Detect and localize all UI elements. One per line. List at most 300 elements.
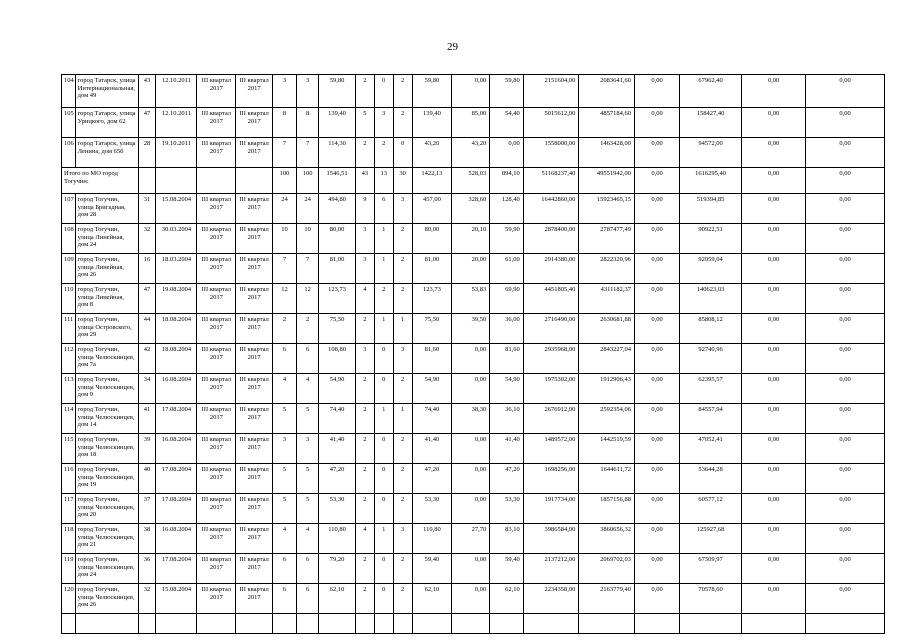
row-area-municipal: 47,20	[490, 464, 524, 494]
row-date: 16.08.2004	[156, 524, 197, 554]
row-year: 44	[138, 314, 156, 344]
row-date: 19.10.2011	[156, 138, 197, 168]
row-area-municipal: 53,30	[490, 494, 524, 524]
row-cost-extra: 0,00	[742, 314, 806, 344]
row-relocation-area: 110,80	[412, 524, 452, 554]
row-cost-regional: 0,00	[635, 404, 680, 434]
total-c7: 100	[272, 168, 296, 194]
table-row	[62, 404, 885, 434]
row-area-private: 0,00	[452, 584, 490, 614]
total-c15: 894,10	[490, 168, 524, 194]
row-cost-total: 2676912,00	[523, 404, 579, 434]
row-area: 108,80	[319, 344, 356, 374]
row-cost-local: 62395,57	[680, 374, 742, 404]
row-cost-local: 519394,85	[680, 194, 742, 224]
row-year: 16	[138, 254, 156, 284]
row-area-private: 20,00	[452, 254, 490, 284]
row-relocation-area: 74,40	[412, 404, 452, 434]
row-plan-end: III квартал 2017	[236, 554, 273, 584]
table-row	[62, 344, 885, 374]
row-cost-extra: 0,00	[742, 494, 806, 524]
row-residents-relocated: 10	[297, 224, 319, 254]
row-cost-local: 90922,51	[680, 224, 742, 254]
row-cost-fund: 15923465,15	[579, 194, 635, 224]
row-address: город Татарск, улица Ленина, дом 65б	[75, 138, 138, 168]
row-area-private: 53,83	[452, 284, 490, 314]
row-cost-local: 94572,00	[680, 138, 742, 168]
row-cost-total: 1489572,00	[523, 434, 579, 464]
row-plan-start: III квартал 2017	[197, 524, 236, 554]
row-number: 114	[62, 404, 76, 434]
row-cost-extra: 0,00	[742, 108, 806, 138]
empty-cell	[412, 614, 452, 634]
row-number: 108	[62, 224, 76, 254]
row-cost-fund: 1857156,88	[579, 494, 635, 524]
row-cost-other: 0,00	[806, 138, 885, 168]
row-number: 115	[62, 434, 76, 464]
row-cost-local: 85808,12	[680, 314, 742, 344]
row-plan-start: III квартал 2017	[197, 138, 236, 168]
row-area-private: 20,10	[452, 224, 490, 254]
row-year: 42	[138, 344, 156, 374]
row-cost-regional: 0,00	[635, 464, 680, 494]
row-rooms-total: 2	[355, 314, 374, 344]
row-relocation-area: 43,20	[412, 138, 452, 168]
row-rooms-municipal: 2	[393, 584, 412, 614]
row-date: 16.08.2004	[156, 374, 197, 404]
row-rooms-private: 3	[374, 108, 393, 138]
row-plan-end: III квартал 2017	[236, 138, 273, 168]
row-cost-other: 0,00	[806, 224, 885, 254]
row-cost-extra: 0,00	[742, 524, 806, 554]
total-c12: 30	[393, 168, 412, 194]
row-area-private: 0,00	[452, 374, 490, 404]
row-residents: 3	[272, 75, 296, 108]
row-plan-end: III квартал 2017	[236, 494, 273, 524]
row-relocation-area: 59,40	[412, 554, 452, 584]
row-residents-relocated: 12	[297, 284, 319, 314]
row-number: 111	[62, 314, 76, 344]
row-number: 116	[62, 464, 76, 494]
row-address: город Тогучин, улица Челюскинцев, дом 20	[75, 494, 138, 524]
row-rooms-municipal: 2	[393, 554, 412, 584]
row-cost-local: 67962,40	[680, 75, 742, 108]
row-year: 38	[138, 524, 156, 554]
row-cost-extra: 0,00	[742, 434, 806, 464]
row-cost-local: 140623,03	[680, 284, 742, 314]
row-plan-start: III квартал 2017	[197, 344, 236, 374]
row-number: 117	[62, 494, 76, 524]
row-address: город Тогучин, улица Линейная, дом 24	[75, 224, 138, 254]
row-plan-end: III квартал 2017	[236, 524, 273, 554]
row-area: 41,40	[319, 434, 356, 464]
empty-cell	[635, 614, 680, 634]
table-row	[62, 464, 885, 494]
row-plan-end: III квартал 2017	[236, 224, 273, 254]
row-rooms-municipal: 2	[393, 75, 412, 108]
row-cost-total: 1558000,00	[523, 138, 579, 168]
row-cost-regional: 0,00	[635, 108, 680, 138]
row-relocation-area: 75,50	[412, 314, 452, 344]
row-cost-local: 60577,12	[680, 494, 742, 524]
row-area: 54,90	[319, 374, 356, 404]
row-date: 18.08.2004	[156, 314, 197, 344]
page-number: 29	[447, 41, 458, 53]
row-area-municipal: 61,00	[490, 254, 524, 284]
row-plan-start: III квартал 2017	[197, 254, 236, 284]
row-cost-total: 2935968,00	[523, 344, 579, 374]
total-row	[62, 168, 885, 194]
row-area-municipal: 59,90	[490, 224, 524, 254]
total-c11: 13	[374, 168, 393, 194]
row-rooms-municipal: 2	[393, 434, 412, 464]
empty-cell	[579, 614, 635, 634]
row-cost-fund: 2843227,04	[579, 344, 635, 374]
row-relocation-area: 59,80	[412, 75, 452, 108]
total-c20: 0,00	[742, 168, 806, 194]
total-c18: 0,00	[635, 168, 680, 194]
row-area: 110,80	[319, 524, 356, 554]
row-cost-regional: 0,00	[635, 494, 680, 524]
row-cost-fund: 2822320,96	[579, 254, 635, 284]
row-area-private: 0,00	[452, 434, 490, 464]
table-row-empty	[62, 614, 885, 634]
table-row	[62, 75, 885, 108]
row-rooms-private: 0	[374, 554, 393, 584]
empty-cell	[138, 614, 156, 634]
row-cost-regional: 0,00	[635, 224, 680, 254]
row-area-municipal: 0,00	[490, 138, 524, 168]
row-address: город Тогучин, улица Челюскинцев, дом 7а	[75, 344, 138, 374]
row-cost-regional: 0,00	[635, 434, 680, 464]
row-residents: 10	[272, 224, 296, 254]
row-residents: 12	[272, 284, 296, 314]
row-date: 30.03.2004	[156, 224, 197, 254]
total-area: 1546,51	[319, 168, 356, 194]
row-area-private: 328,60	[452, 194, 490, 224]
row-residents: 6	[272, 584, 296, 614]
row-year: 47	[138, 284, 156, 314]
row-cost-regional: 0,00	[635, 138, 680, 168]
row-rooms-private: 0	[374, 494, 393, 524]
row-year: 36	[138, 554, 156, 584]
row-plan-start: III квартал 2017	[197, 194, 236, 224]
row-cost-extra: 0,00	[742, 75, 806, 108]
row-address: город Тогучин, улица Островского, дом 29	[75, 314, 138, 344]
row-rooms-total: 2	[355, 75, 374, 108]
row-cost-other: 0,00	[806, 464, 885, 494]
row-address: город Тогучин, улица Челюскинцев, дом 24	[75, 554, 138, 584]
row-residents: 24	[272, 194, 296, 224]
row-number: 112	[62, 344, 76, 374]
row-rooms-municipal: 2	[393, 494, 412, 524]
row-cost-regional: 0,00	[635, 194, 680, 224]
row-residents: 3	[272, 434, 296, 464]
row-cost-local: 47052,41	[680, 434, 742, 464]
row-relocation-area: 47,20	[412, 464, 452, 494]
empty-cell	[374, 614, 393, 634]
row-relocation-area: 53,30	[412, 494, 452, 524]
row-rooms-private: 1	[374, 524, 393, 554]
total-c19: 1616295,40	[680, 168, 742, 194]
row-cost-other: 0,00	[806, 194, 885, 224]
empty-cell	[523, 614, 579, 634]
row-rooms-municipal: 0	[393, 138, 412, 168]
row-residents: 2	[272, 314, 296, 344]
row-residents-relocated: 3	[297, 434, 319, 464]
total-c10: 43	[355, 168, 374, 194]
row-rooms-municipal: 3	[393, 344, 412, 374]
row-year: 28	[138, 138, 156, 168]
row-rooms-private: 2	[374, 284, 393, 314]
row-date: 18.08.2004	[156, 344, 197, 374]
empty-cell	[156, 614, 197, 634]
row-cost-local: 70578,60	[680, 584, 742, 614]
row-residents-relocated: 4	[297, 524, 319, 554]
row-area: 494,80	[319, 194, 356, 224]
row-cost-extra: 0,00	[742, 344, 806, 374]
row-residents: 4	[272, 374, 296, 404]
row-area-municipal: 36,00	[490, 314, 524, 344]
row-date: 17.08.2004	[156, 494, 197, 524]
row-rooms-private: 0	[374, 434, 393, 464]
row-residents: 5	[272, 494, 296, 524]
row-rooms-total: 2	[355, 374, 374, 404]
row-rooms-private: 0	[374, 344, 393, 374]
row-cost-extra: 0,00	[742, 254, 806, 284]
row-cost-fund: 1442519,59	[579, 434, 635, 464]
row-area-municipal: 36,10	[490, 404, 524, 434]
row-plan-end: III квартал 2017	[236, 75, 273, 108]
row-address: город Татарск, улица Урицкого, дом 62	[75, 108, 138, 138]
row-date: 15.08.2004	[156, 194, 197, 224]
row-year: 34	[138, 374, 156, 404]
row-plan-end: III квартал 2017	[236, 404, 273, 434]
table-row	[62, 494, 885, 524]
row-cost-fund: 2163779,40	[579, 584, 635, 614]
row-plan-end: III квартал 2017	[236, 194, 273, 224]
row-area-municipal: 128,40	[490, 194, 524, 224]
row-area-municipal: 81,60	[490, 344, 524, 374]
empty-cell	[490, 614, 524, 634]
row-plan-end: III квартал 2017	[236, 314, 273, 344]
row-cost-local: 158427,40	[680, 108, 742, 138]
row-residents-relocated: 8	[297, 108, 319, 138]
row-cost-total: 1917734,00	[523, 494, 579, 524]
row-cost-total: 2234358,00	[523, 584, 579, 614]
row-cost-fund: 1644611,72	[579, 464, 635, 494]
row-residents-relocated: 24	[297, 194, 319, 224]
row-number: 109	[62, 254, 76, 284]
row-address: город Тогучин, улица Линейная, дом 8	[75, 284, 138, 314]
row-area: 53,30	[319, 494, 356, 524]
empty-cell	[62, 614, 76, 634]
row-rooms-total: 2	[355, 554, 374, 584]
row-year: 32	[138, 584, 156, 614]
row-cost-extra: 0,00	[742, 404, 806, 434]
row-cost-fund: 4311182,37	[579, 284, 635, 314]
row-plan-start: III квартал 2017	[197, 404, 236, 434]
row-cost-other: 0,00	[806, 554, 885, 584]
row-area: 75,50	[319, 314, 356, 344]
row-cost-local: 67509,97	[680, 554, 742, 584]
row-residents: 4	[272, 524, 296, 554]
row-rooms-total: 2	[355, 138, 374, 168]
row-cost-fund: 2083641,60	[579, 75, 635, 108]
row-year: 37	[138, 494, 156, 524]
row-residents-relocated: 6	[297, 584, 319, 614]
row-number: 118	[62, 524, 76, 554]
row-cost-local: 92740,96	[680, 344, 742, 374]
table-row	[62, 254, 885, 284]
row-number: 106	[62, 138, 76, 168]
row-area-municipal: 69,90	[490, 284, 524, 314]
row-plan-start: III квартал 2017	[197, 108, 236, 138]
row-cost-fund: 2069702,03	[579, 554, 635, 584]
table-row	[62, 524, 885, 554]
row-cost-other: 0,00	[806, 524, 885, 554]
row-date: 18.03.2004	[156, 254, 197, 284]
row-plan-start: III квартал 2017	[197, 374, 236, 404]
row-area: 59,80	[319, 75, 356, 108]
row-plan-end: III квартал 2017	[236, 464, 273, 494]
row-cost-fund: 2787477,49	[579, 224, 635, 254]
row-rooms-private: 1	[374, 314, 393, 344]
row-rooms-total: 2	[355, 494, 374, 524]
row-residents-relocated: 7	[297, 254, 319, 284]
row-year: 31	[138, 194, 156, 224]
empty-cell	[272, 614, 296, 634]
row-plan-start: III квартал 2017	[197, 284, 236, 314]
row-area-municipal: 41,40	[490, 434, 524, 464]
row-rooms-municipal: 2	[393, 108, 412, 138]
row-residents-relocated: 5	[297, 404, 319, 434]
row-address: город Тогучин, улица Линейная, дом 26	[75, 254, 138, 284]
row-number: 105	[62, 108, 76, 138]
row-rooms-total: 4	[355, 524, 374, 554]
row-area-private: 0,00	[452, 464, 490, 494]
empty-cell	[197, 614, 236, 634]
row-cost-other: 0,00	[806, 284, 885, 314]
row-cost-extra: 0,00	[742, 374, 806, 404]
row-cost-other: 0,00	[806, 584, 885, 614]
row-rooms-municipal: 2	[393, 374, 412, 404]
row-cost-local: 84557,94	[680, 404, 742, 434]
table-row	[62, 284, 885, 314]
row-cost-fund: 1463428,00	[579, 138, 635, 168]
row-cost-regional: 0,00	[635, 254, 680, 284]
row-cost-other: 0,00	[806, 314, 885, 344]
row-year: 41	[138, 404, 156, 434]
row-rooms-total: 3	[355, 224, 374, 254]
table-row	[62, 434, 885, 464]
empty-cell	[742, 614, 806, 634]
row-area-municipal: 54,90	[490, 374, 524, 404]
row-area-private: 85,00	[452, 108, 490, 138]
row-cost-total: 5015612,00	[523, 108, 579, 138]
row-area: 47,20	[319, 464, 356, 494]
row-plan-start: III квартал 2017	[197, 494, 236, 524]
row-area-municipal: 59,40	[490, 554, 524, 584]
row-cost-total: 2914380,00	[523, 254, 579, 284]
row-rooms-municipal: 2	[393, 254, 412, 284]
row-plan-start: III квартал 2017	[197, 224, 236, 254]
row-relocation-area: 54,90	[412, 374, 452, 404]
row-relocation-area: 62,10	[412, 584, 452, 614]
row-residents-relocated: 5	[297, 464, 319, 494]
row-date: 15.08.2004	[156, 584, 197, 614]
row-plan-end: III квартал 2017	[236, 344, 273, 374]
empty-cell	[355, 614, 374, 634]
row-cost-regional: 0,00	[635, 554, 680, 584]
row-number: 110	[62, 284, 76, 314]
row-residents-relocated: 4	[297, 374, 319, 404]
row-cost-fund: 1912906,43	[579, 374, 635, 404]
empty-cell	[75, 614, 138, 634]
row-address: город Тогучин, улица Челюскинцев, дом 26	[75, 584, 138, 614]
row-area: 123,73	[319, 284, 356, 314]
row-cost-total: 16442860,00	[523, 194, 579, 224]
total-c17: 49551942,00	[579, 168, 635, 194]
row-area: 81,00	[319, 254, 356, 284]
row-cost-extra: 0,00	[742, 194, 806, 224]
row-rooms-municipal: 3	[393, 194, 412, 224]
row-cost-other: 0,00	[806, 494, 885, 524]
row-plan-end: III квартал 2017	[236, 284, 273, 314]
total-empty-cell	[236, 168, 273, 194]
table-row	[62, 138, 885, 168]
row-address: город Тогучин, улица Челюскинцев, дом 14	[75, 404, 138, 434]
row-residents: 7	[272, 138, 296, 168]
row-cost-fund: 3860656,32	[579, 524, 635, 554]
total-empty-cell	[138, 168, 156, 194]
row-residents-relocated: 6	[297, 554, 319, 584]
row-cost-extra: 0,00	[742, 224, 806, 254]
row-area-municipal: 59,80	[490, 75, 524, 108]
row-cost-other: 0,00	[806, 374, 885, 404]
row-cost-extra: 0,00	[742, 464, 806, 494]
row-residents-relocated: 5	[297, 494, 319, 524]
row-rooms-municipal: 2	[393, 224, 412, 254]
row-date: 17.08.2004	[156, 464, 197, 494]
row-area-municipal: 62,10	[490, 584, 524, 614]
row-residents: 6	[272, 554, 296, 584]
row-number: 120	[62, 584, 76, 614]
row-year: 40	[138, 464, 156, 494]
row-area-municipal: 54,40	[490, 108, 524, 138]
row-year: 43	[138, 75, 156, 108]
row-cost-fund: 2630681,88	[579, 314, 635, 344]
row-rooms-private: 1	[374, 224, 393, 254]
row-plan-end: III квартал 2017	[236, 108, 273, 138]
row-area-private: 0,00	[452, 344, 490, 374]
row-cost-fund: 4857184,60	[579, 108, 635, 138]
row-year: 32	[138, 224, 156, 254]
row-date: 17.08.2004	[156, 554, 197, 584]
row-rooms-private: 0	[374, 464, 393, 494]
row-rooms-municipal: 3	[393, 524, 412, 554]
row-date: 16.08.2004	[156, 434, 197, 464]
row-plan-start: III квартал 2017	[197, 584, 236, 614]
row-residents: 5	[272, 464, 296, 494]
row-year: 47	[138, 108, 156, 138]
row-relocation-area: 139,40	[412, 108, 452, 138]
row-cost-local: 92059,04	[680, 254, 742, 284]
row-plan-start: III квартал 2017	[197, 554, 236, 584]
row-rooms-total: 2	[355, 584, 374, 614]
row-rooms-total: 2	[355, 404, 374, 434]
row-cost-regional: 0,00	[635, 584, 680, 614]
